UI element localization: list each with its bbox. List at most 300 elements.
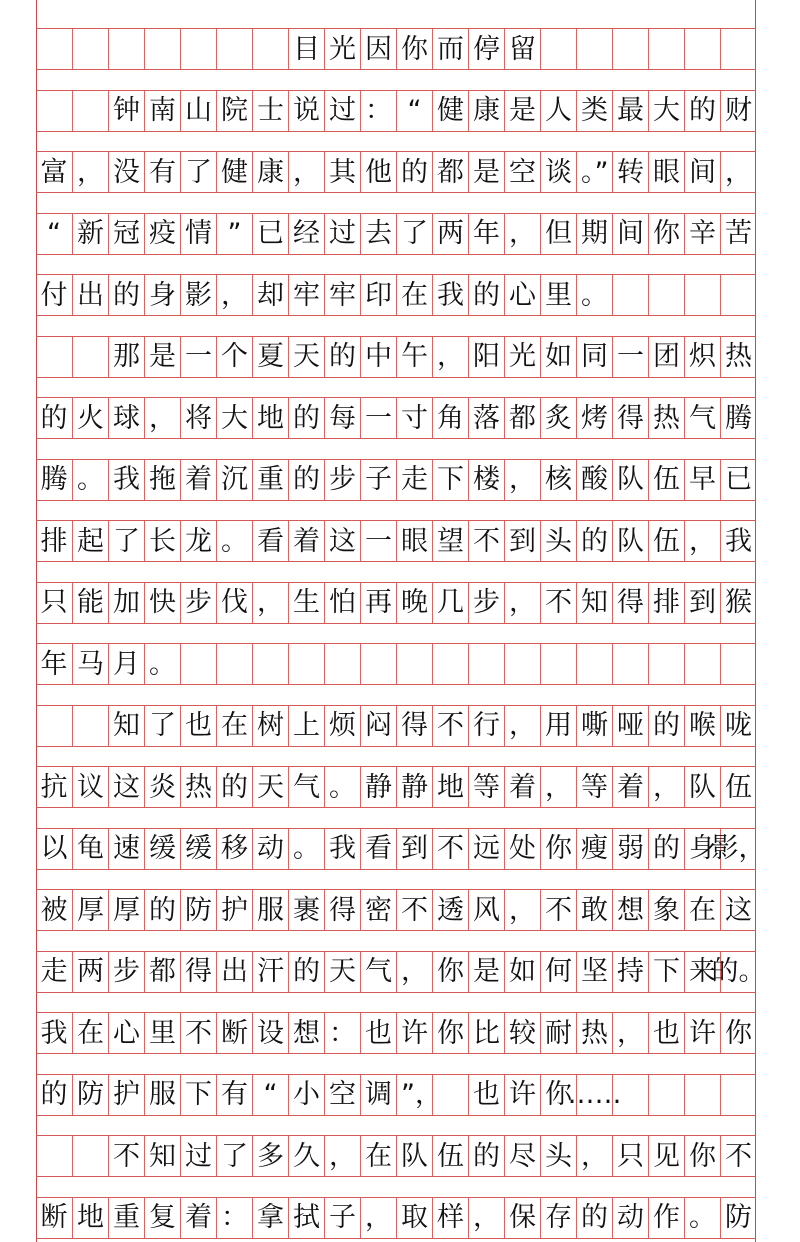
grid-cell: 拭 <box>288 1198 324 1238</box>
grid-cell: ， <box>468 1198 504 1238</box>
grid-cell <box>432 644 468 684</box>
grid-cell: 远 <box>468 829 504 869</box>
grid-cell: 等 <box>576 767 612 807</box>
grid-cell <box>720 29 756 69</box>
grid-cell: ， <box>288 152 324 192</box>
grid-row <box>36 1012 756 1054</box>
grid-cell: 地 <box>432 767 468 807</box>
grid-cell <box>612 275 648 315</box>
grid-cell <box>72 706 108 746</box>
grid-cell: 地 <box>252 398 288 438</box>
grid-cell: 只 <box>40 587 68 618</box>
grid-cell <box>180 644 216 684</box>
grid-cell <box>648 275 684 315</box>
grid-cell: 健 <box>216 152 252 192</box>
grid-cell: ， <box>504 460 540 500</box>
grid-cell: 得 <box>612 583 648 623</box>
grid-cell: 气 <box>288 767 324 807</box>
grid-cell: 空 <box>324 1075 360 1115</box>
grid-cell: 过 <box>324 214 360 254</box>
grid-cell: 行 <box>468 706 504 746</box>
grid-cell: 也 <box>360 1013 396 1053</box>
grid-cell: 了 <box>396 214 432 254</box>
grid-cell: 移 <box>216 829 252 869</box>
grid-cell: 付 <box>40 279 68 311</box>
grid-cell <box>72 337 108 377</box>
grid-cell: 早 <box>684 460 720 500</box>
grid-cell <box>720 644 756 684</box>
grid-row <box>36 274 756 316</box>
grid-cell: 的 <box>108 275 144 315</box>
grid-cell: 人 <box>540 91 576 131</box>
grid-cell: 你 <box>720 1013 756 1053</box>
grid-cell: 步 <box>468 583 504 623</box>
grid-cell: 的 <box>40 1079 68 1110</box>
grid-cell: 大 <box>648 91 684 131</box>
grid-cell <box>36 29 72 69</box>
grid-cell: 类 <box>576 91 612 131</box>
grid-cell: 坚 <box>576 952 612 992</box>
grid-cell: 你 <box>432 952 468 992</box>
grid-cell: 晚 <box>396 583 432 623</box>
grid-cell: ， <box>396 952 432 992</box>
grid-cell: 动 <box>612 1198 648 1238</box>
grid-cell: 心 <box>108 1013 144 1053</box>
grid-cell: 你 <box>684 1136 720 1176</box>
grid-cell: 过 <box>180 1136 216 1176</box>
grid-row <box>36 951 766 993</box>
grid-cell: 不 <box>432 706 468 746</box>
grid-cell: 将 <box>180 398 216 438</box>
grid-cell: 咙 <box>720 706 756 746</box>
grid-cell: 得 <box>180 952 216 992</box>
grid-cell: 院 <box>216 91 252 131</box>
grid-cell: 其 <box>324 152 360 192</box>
grid-cell <box>612 1075 648 1115</box>
grid-cell: 午 <box>396 337 432 377</box>
grid-cell: 树 <box>252 706 288 746</box>
grid-cell: 是 <box>504 91 540 131</box>
grid-cell: 烤 <box>576 398 612 438</box>
grid-cell: 如 <box>540 337 576 377</box>
grid-cell: 那 <box>108 337 144 377</box>
grid-cell: 你 <box>540 1075 576 1115</box>
grid-cell: 头 <box>540 1136 576 1176</box>
grid-cell <box>684 644 720 684</box>
grid-cell: 你 <box>540 829 576 869</box>
grid-cell: 却 <box>252 275 288 315</box>
grid-cell: 没 <box>108 152 144 192</box>
grid-cell: 在 <box>360 1136 396 1176</box>
grid-cell: 也 <box>648 1013 684 1053</box>
grid-cell: 不 <box>432 829 468 869</box>
grid-cell: 停 <box>468 29 504 69</box>
grid-cell: 来 <box>684 952 720 992</box>
grid-cell: 见 <box>648 1136 684 1176</box>
grid-cell: 富 <box>40 156 68 188</box>
grid-row <box>36 1074 756 1116</box>
grid-cell: 下 <box>432 460 468 500</box>
grid-cell: 许 <box>684 1013 720 1053</box>
grid-cell: 中 <box>360 337 396 377</box>
grid-cell: 情 <box>180 214 216 254</box>
grid-cell: 冠 <box>108 214 144 254</box>
grid-cell: 被 <box>40 894 68 926</box>
grid-cell: ， <box>504 583 540 623</box>
grid-cell: 经 <box>288 214 324 254</box>
grid-cell: 排 <box>648 583 684 623</box>
grid-cell: 热 <box>648 398 684 438</box>
grid-cell: 等 <box>468 767 504 807</box>
grid-cell: 着 <box>504 767 540 807</box>
grid-cell: 上 <box>288 706 324 746</box>
grid-cell: 伐 <box>216 583 252 623</box>
grid-cell: ， <box>360 1198 396 1238</box>
grid-cell: 的 <box>468 1136 504 1176</box>
grid-cell: 也 <box>468 1075 504 1115</box>
grid-cell: 他 <box>360 152 396 192</box>
grid-cell: 起 <box>72 521 108 561</box>
grid-cell: 而 <box>432 29 468 69</box>
grid-cell: 疫 <box>144 214 180 254</box>
grid-cell: 眼 <box>648 152 684 192</box>
grid-cell <box>540 29 576 69</box>
grid-cell: 瘦 <box>576 829 612 869</box>
grid-cell: “ <box>396 91 432 131</box>
grid-cell: 你 <box>396 29 432 69</box>
grid-cell: 不 <box>180 1013 216 1053</box>
grid-cell <box>144 29 180 69</box>
grid-cell <box>684 1075 720 1115</box>
grid-cell: 的 <box>288 460 324 500</box>
grid-cell: 年 <box>468 214 504 254</box>
grid-cell: 许 <box>396 1013 432 1053</box>
grid-cell: 过 <box>324 91 360 131</box>
grid-cell: 间 <box>684 152 720 192</box>
grid-cell: 出 <box>72 275 108 315</box>
grid-cell: 不 <box>396 890 432 930</box>
grid-cell: 落 <box>468 398 504 438</box>
grid-cell: ： <box>360 91 396 131</box>
grid-cell: 里 <box>540 275 576 315</box>
grid-cell: ： <box>324 1013 360 1053</box>
grid-cell: ， <box>684 521 720 561</box>
grid-cell: 在 <box>684 890 720 930</box>
grid-cell: 月 <box>108 644 144 684</box>
grid-cell: 沉 <box>216 460 252 500</box>
grid-cell: 目 <box>288 29 324 69</box>
grid-cell: 山 <box>180 91 216 131</box>
grid-cell: 比 <box>468 1013 504 1053</box>
grid-cell: 影， <box>720 829 756 869</box>
grid-row <box>36 582 756 624</box>
grid-cell: 服 <box>252 890 288 930</box>
grid-cell: 的 <box>288 952 324 992</box>
grid-cell: ”， <box>396 1075 432 1115</box>
grid-cell: 火 <box>72 398 108 438</box>
grid-cell: 的 <box>324 337 360 377</box>
grid-cell: 能 <box>72 583 108 623</box>
grid-cell <box>72 1136 108 1176</box>
grid-cell: 到 <box>684 583 720 623</box>
grid-cell: 静 <box>360 767 396 807</box>
grid-cell: 你 <box>432 1013 468 1053</box>
grid-cell: 复 <box>144 1198 180 1238</box>
grid-cell: 期 <box>576 214 612 254</box>
grid-cell <box>324 644 360 684</box>
grid-cell: 楼 <box>468 460 504 500</box>
grid-cell: 议 <box>72 767 108 807</box>
grid-cell: 球 <box>108 398 144 438</box>
grid-cell: 厚 <box>72 890 108 930</box>
grid-cell: 钟 <box>108 91 144 131</box>
grid-cell: 天 <box>288 337 324 377</box>
grid-cell: 两 <box>72 952 108 992</box>
grid-cell: 队 <box>396 1136 432 1176</box>
grid-cell: 你 <box>648 214 684 254</box>
grid-cell: 这 <box>720 890 756 930</box>
grid-cell: 久 <box>288 1136 324 1176</box>
grid-cell: 密 <box>360 890 396 930</box>
grid-cell: ： <box>216 1198 252 1238</box>
grid-cell: 防 <box>72 1075 108 1115</box>
grid-cell: “ <box>252 1075 288 1115</box>
grid-cell: 都 <box>432 152 468 192</box>
grid-cell: …… <box>576 1075 612 1115</box>
grid-cell <box>612 29 648 69</box>
grid-cell <box>360 644 396 684</box>
grid-cell: ， <box>252 583 288 623</box>
grid-row <box>36 889 756 931</box>
grid-cell: 士 <box>252 91 288 131</box>
grid-cell: 取 <box>396 1198 432 1238</box>
grid-cell: 象 <box>648 890 684 930</box>
grid-cell: 一 <box>360 521 396 561</box>
grid-cell: 光 <box>324 29 360 69</box>
grid-row <box>36 151 756 193</box>
grid-cell: ” <box>216 214 252 254</box>
grid-cell: 天 <box>324 952 360 992</box>
grid-cell: 下 <box>648 952 684 992</box>
grid-cell: 大 <box>216 398 252 438</box>
grid-cell: 出 <box>216 952 252 992</box>
grid-cell: 阳 <box>468 337 504 377</box>
grid-cell: 有 <box>144 152 180 192</box>
grid-cell: ， <box>720 152 756 192</box>
grid-cell: 夏 <box>252 337 288 377</box>
grid-cell: 热 <box>180 767 216 807</box>
grid-cell: 裹 <box>288 890 324 930</box>
grid-cell: 猴 <box>720 583 756 623</box>
grid-cell: 的 <box>288 398 324 438</box>
grid-cell: 看 <box>252 521 288 561</box>
grid-cell: 的 <box>216 767 252 807</box>
grid-cell: 龙 <box>180 521 216 561</box>
grid-cell <box>36 706 72 746</box>
grid-cell: ， <box>540 767 576 807</box>
grid-cell: 的。 <box>720 952 756 992</box>
grid-cell: 空 <box>504 152 540 192</box>
grid-cell: 炽 <box>684 337 720 377</box>
grid-row <box>36 643 756 685</box>
grid-cell: 天 <box>252 767 288 807</box>
grid-cell: 说 <box>288 91 324 131</box>
grid-cell: 子 <box>324 1198 360 1238</box>
grid-cell: 我 <box>324 829 360 869</box>
grid-cell: 的 <box>396 152 432 192</box>
grid-cell: 以 <box>40 833 68 864</box>
grid-cell <box>648 29 684 69</box>
grid-cell: 走 <box>40 956 68 987</box>
grid-row <box>36 213 756 255</box>
grid-cell: 加 <box>108 583 144 623</box>
grid-cell: 敢 <box>576 890 612 930</box>
grid-cell: 谈 <box>540 152 576 192</box>
grid-row <box>36 828 766 870</box>
grid-cell: 汗 <box>252 952 288 992</box>
grid-cell: 厚 <box>108 890 144 930</box>
grid-cell: 队 <box>612 460 648 500</box>
grid-cell: 我 <box>432 275 468 315</box>
grid-cell: 寸 <box>396 398 432 438</box>
grid-cell: 怕 <box>324 583 360 623</box>
grid-cell: 的 <box>468 275 504 315</box>
grid-cell: 年 <box>40 648 68 680</box>
grid-cell: 设 <box>252 1013 288 1053</box>
grid-cell: 看 <box>360 829 396 869</box>
grid-cell: 两 <box>432 214 468 254</box>
grid-cell: 许 <box>504 1075 540 1115</box>
grid-row <box>36 1197 756 1239</box>
grid-cell: 辛 <box>684 214 720 254</box>
grid-cell: 团 <box>648 337 684 377</box>
grid-cell: ， <box>504 890 540 930</box>
grid-cell: 的 <box>648 706 684 746</box>
grid-cell: 一 <box>180 337 216 377</box>
grid-cell: 得 <box>324 890 360 930</box>
grid-cell: 留 <box>504 29 540 69</box>
grid-cell: 哑 <box>612 706 648 746</box>
grid-cell: 的 <box>144 890 180 930</box>
grid-cell: 想 <box>288 1013 324 1053</box>
grid-cell <box>36 1136 72 1176</box>
grid-cell <box>72 29 108 69</box>
grid-cell: 影 <box>180 275 216 315</box>
grid-cell: 伍 <box>432 1136 468 1176</box>
grid-row <box>36 90 756 132</box>
grid-cell: 在 <box>396 275 432 315</box>
grid-cell: 炎 <box>144 767 180 807</box>
grid-cell <box>288 644 324 684</box>
grid-cell: 这 <box>324 521 360 561</box>
grid-row <box>36 28 756 70</box>
grid-cell: 每 <box>324 398 360 438</box>
grid-cell: 这 <box>108 767 144 807</box>
grid-cell: 较 <box>504 1013 540 1053</box>
grid-cell: 一 <box>612 337 648 377</box>
grid-cell: 嘶 <box>576 706 612 746</box>
grid-cell <box>36 337 72 377</box>
grid-cell: 热 <box>576 1013 612 1053</box>
grid-cell <box>180 29 216 69</box>
grid-cell: 伍 <box>648 460 684 500</box>
grid-cell <box>252 29 288 69</box>
grid-cell: 在 <box>216 706 252 746</box>
grid-cell: 耐 <box>540 1013 576 1053</box>
grid-cell: 南 <box>144 91 180 131</box>
grid-cell: 用 <box>540 706 576 746</box>
grid-cell: 。 <box>144 644 180 684</box>
grid-cell: 都 <box>504 398 540 438</box>
grid-cell: 抗 <box>40 771 68 803</box>
grid-cell: 想 <box>612 890 648 930</box>
grid-cell: 防 <box>180 890 216 930</box>
grid-cell: 下 <box>180 1075 216 1115</box>
grid-cell: 腾 <box>720 398 756 438</box>
grid-cell: 了 <box>180 152 216 192</box>
grid-cell: 但 <box>540 214 576 254</box>
grid-cell: 热 <box>720 337 756 377</box>
grid-cell: 步 <box>180 583 216 623</box>
grid-row <box>36 520 756 562</box>
grid-cell: 护 <box>216 890 252 930</box>
grid-cell: 地 <box>72 1198 108 1238</box>
grid-cell: 也 <box>180 706 216 746</box>
grid-cell: 步 <box>108 952 144 992</box>
grid-cell: 到 <box>504 521 540 561</box>
grid-cell: 光 <box>504 337 540 377</box>
grid-cell: 重 <box>108 1198 144 1238</box>
grid-cell <box>252 644 288 684</box>
grid-cell: 快 <box>144 583 180 623</box>
grid-cell: 炙 <box>540 398 576 438</box>
grid-cell <box>72 91 108 131</box>
grid-cell: 样 <box>432 1198 468 1238</box>
grid-cell: 断 <box>40 1202 68 1233</box>
grid-cell <box>648 1075 684 1115</box>
grid-cell <box>432 1075 468 1115</box>
grid-cell <box>720 275 756 315</box>
grid-cell: 酸 <box>576 460 612 500</box>
grid-cell: 子 <box>360 460 396 500</box>
grid-cell: 是 <box>144 337 180 377</box>
grid-cell: 转 <box>612 152 648 192</box>
grid-cell: 心 <box>504 275 540 315</box>
grid-cell: 已 <box>720 460 756 500</box>
grid-cell: 我 <box>108 460 144 500</box>
grid-cell: 重 <box>252 460 288 500</box>
grid-cell: 服 <box>144 1075 180 1115</box>
grid-cell: 作 <box>648 1198 684 1238</box>
grid-cell: 我 <box>40 1017 68 1049</box>
grid-cell: 角 <box>432 398 468 438</box>
grid-cell: 保 <box>504 1198 540 1238</box>
grid-cell: 新 <box>72 214 108 254</box>
grid-cell: 不 <box>540 890 576 930</box>
grid-cell: 缓 <box>180 829 216 869</box>
grid-cell: 防 <box>720 1198 756 1238</box>
grid-cell: 因 <box>360 29 396 69</box>
grid-row <box>36 705 756 747</box>
grid-cell: 气 <box>360 952 396 992</box>
grid-cell: 里 <box>144 1013 180 1053</box>
grid-cell: 气 <box>684 398 720 438</box>
grid-cell <box>612 644 648 684</box>
grid-cell: 缓 <box>144 829 180 869</box>
grid-cell: 印 <box>360 275 396 315</box>
grid-cell: 。 <box>216 521 252 561</box>
grid-cell: 的 <box>40 402 68 434</box>
